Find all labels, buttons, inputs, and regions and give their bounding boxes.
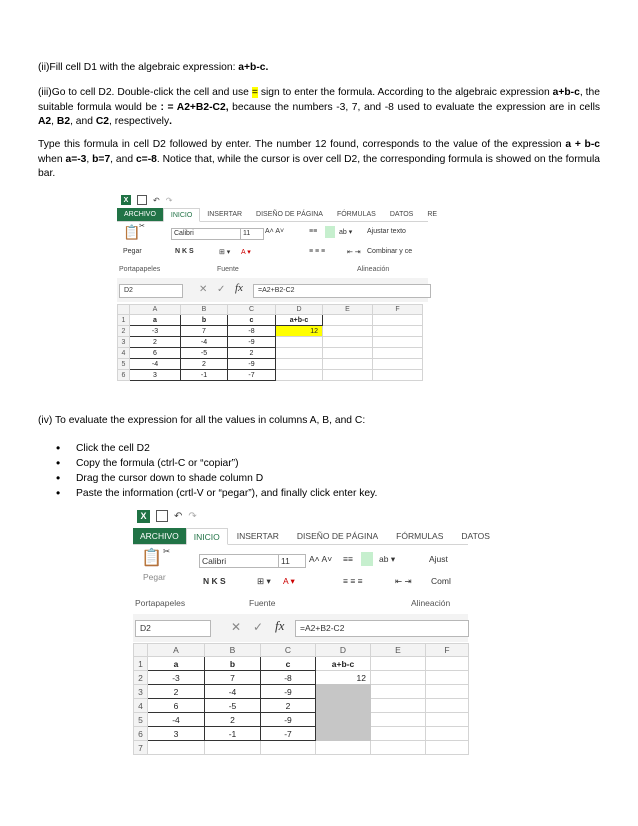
group-clipboard-label: Portapapeles xyxy=(135,598,186,608)
column-header[interactable]: F xyxy=(373,305,423,315)
text-run: , xyxy=(86,153,93,165)
bold-italic-underline-buttons[interactable]: N K S xyxy=(175,248,194,255)
cell[interactable] xyxy=(316,741,371,755)
cell[interactable]: 2 xyxy=(148,685,205,699)
group-font-label: Fuente xyxy=(217,266,239,273)
row-header[interactable]: 5 xyxy=(134,713,148,727)
excel-logo-icon: X xyxy=(121,195,131,205)
text-run: , respectively xyxy=(109,116,170,127)
bold-run: A2 xyxy=(38,116,52,127)
bold-run: . xyxy=(169,116,172,127)
table-row xyxy=(118,348,423,359)
column-header[interactable]: B xyxy=(205,644,261,657)
shaded-cell[interactable] xyxy=(316,713,371,727)
undo-icon[interactable]: ↶ xyxy=(174,510,183,522)
font-color-icon[interactable]: A ▾ xyxy=(241,249,251,256)
cell-d2-selected[interactable]: 12 xyxy=(276,326,323,337)
row-header[interactable]: 5 xyxy=(118,359,130,370)
cell[interactable]: -9 xyxy=(261,685,316,699)
align-middle-icon[interactable] xyxy=(361,552,373,566)
cell[interactable]: -3 xyxy=(148,671,205,685)
cell[interactable]: 6 xyxy=(148,699,205,713)
row-header[interactable]: 3 xyxy=(134,685,148,699)
cell[interactable] xyxy=(323,337,373,348)
cell[interactable] xyxy=(323,370,373,381)
cell[interactable]: 2 xyxy=(228,348,276,359)
row-header[interactable]: 6 xyxy=(118,370,130,381)
list-item: • Drag the cursor down to shade column D xyxy=(56,471,377,486)
spreadsheet-grid xyxy=(117,304,423,381)
highlighted-equal-sign: = xyxy=(251,87,258,98)
select-all-corner[interactable] xyxy=(134,644,148,657)
cell[interactable] xyxy=(426,727,469,741)
group-alignment-label: Alineación xyxy=(357,266,390,273)
row-header[interactable]: 4 xyxy=(118,348,130,359)
cell[interactable]: -4 xyxy=(205,685,261,699)
instructions-list xyxy=(56,441,377,501)
column-header[interactable]: B xyxy=(181,305,228,315)
borders-icon[interactable]: ⊞ ▾ xyxy=(257,576,271,586)
cell[interactable]: -9 xyxy=(228,359,276,370)
font-size-select[interactable]: 11 xyxy=(240,228,264,240)
step-ii-expression: a+b-c. xyxy=(238,62,269,73)
cell[interactable] xyxy=(276,337,323,348)
cell[interactable] xyxy=(426,713,469,727)
group-font-label: Fuente xyxy=(249,598,276,608)
table-row xyxy=(134,699,469,713)
paste-button[interactable]: Pegar xyxy=(143,572,166,582)
cell[interactable]: -5 xyxy=(205,699,261,713)
step-iv-paragraph: (iv) To evaluate the expression for all the values in columns A, B, and C: xyxy=(38,415,366,426)
row-header[interactable]: 2 xyxy=(134,671,148,685)
cell[interactable] xyxy=(373,326,423,337)
cell[interactable]: -4 xyxy=(130,359,181,370)
cell[interactable]: a+b-c xyxy=(276,315,323,326)
cell[interactable] xyxy=(371,727,426,741)
merge-button[interactable]: Coml xyxy=(431,576,451,586)
align-top-icon[interactable]: ≡≡ xyxy=(309,228,318,235)
redo-icon[interactable]: ↷ xyxy=(165,195,173,205)
tab-insertar[interactable]: INSERTAR xyxy=(207,211,243,218)
table-row xyxy=(118,315,423,326)
cell[interactable] xyxy=(276,370,323,381)
cell[interactable] xyxy=(426,741,469,755)
fx-icon[interactable]: fx xyxy=(275,618,285,633)
font-grow-icon[interactable]: A˄ A˅ xyxy=(265,228,285,235)
undo-icon[interactable]: ↶ xyxy=(153,195,160,205)
cell[interactable]: a+b-c xyxy=(316,657,371,671)
orientation-icon[interactable]: ab ▾ xyxy=(379,554,396,564)
row-header[interactable]: 2 xyxy=(118,326,130,337)
cell[interactable] xyxy=(323,326,373,337)
cut-icon[interactable]: ✂ xyxy=(139,223,145,230)
excel-screenshot-1 xyxy=(117,194,438,394)
bold-run: C2 xyxy=(95,116,110,127)
cell[interactable] xyxy=(371,713,426,727)
shaded-cell[interactable] xyxy=(316,727,371,741)
cell[interactable] xyxy=(426,657,469,671)
cell[interactable] xyxy=(373,337,423,348)
ribbon xyxy=(117,222,428,276)
cell[interactable]: b xyxy=(181,315,228,326)
indent-icon[interactable]: ⇤ ⇥ xyxy=(395,576,412,586)
cell[interactable]: a xyxy=(148,657,205,671)
tab-archivo[interactable]: ARCHIVO xyxy=(117,208,163,221)
paste-icon[interactable]: 📋 xyxy=(141,548,163,567)
list-item: • Click the cell D2 xyxy=(56,441,377,456)
row-header[interactable]: 6 xyxy=(134,727,148,741)
ribbon-tabs xyxy=(133,528,490,545)
align-left-center-right-icon[interactable]: ≡ ≡ ≡ xyxy=(309,248,326,255)
font-name-select[interactable]: Calibri xyxy=(171,228,241,240)
formula-input[interactable]: =A2+B2-C2 xyxy=(253,284,431,298)
row-header[interactable]: 7 xyxy=(134,741,148,755)
wrap-text-button[interactable]: Ajustar texto xyxy=(367,228,406,235)
cell-d2-selected[interactable]: 12 xyxy=(316,671,371,685)
shaded-cell[interactable] xyxy=(316,685,371,699)
cell[interactable]: -1 xyxy=(205,727,261,741)
text-run: . Notice that, while the cursor is over cell D2, the corresponding formula is showed on the formula bar. xyxy=(38,153,600,179)
row-header[interactable]: 1 xyxy=(134,657,148,671)
column-header[interactable]: A xyxy=(130,305,181,315)
group-alignment-label: Alineación xyxy=(411,598,451,608)
tab-datos[interactable]: DATOS xyxy=(389,211,414,218)
confirm-check-icon[interactable]: ✓ xyxy=(217,284,226,295)
cell[interactable] xyxy=(276,348,323,359)
cell[interactable]: 7 xyxy=(181,326,228,337)
text-run: , and xyxy=(110,153,136,165)
cancel-cross-icon[interactable]: ✕ xyxy=(199,284,208,295)
cell[interactable]: -7 xyxy=(228,370,276,381)
tab-formulas[interactable]: FÓRMULAS xyxy=(396,531,444,541)
cancel-cross-icon[interactable]: ✕ xyxy=(231,620,242,634)
redo-icon[interactable]: ↷ xyxy=(188,510,197,522)
column-header-row xyxy=(134,644,469,657)
table-row xyxy=(118,337,423,348)
table-row xyxy=(134,671,469,685)
cell[interactable]: -7 xyxy=(261,727,316,741)
step-iii-paragraph xyxy=(38,86,600,130)
bold-run: b=7 xyxy=(92,153,111,165)
paste-icon[interactable]: 📋 xyxy=(123,224,141,240)
column-header[interactable]: D xyxy=(276,305,323,315)
spreadsheet-grid xyxy=(133,643,469,755)
cell[interactable]: -4 xyxy=(148,713,205,727)
column-header[interactable]: D xyxy=(316,644,371,657)
column-header[interactable]: A xyxy=(148,644,205,657)
list-item: • Paste the information (crtl-V or “pegar”), and finally click enter key. xyxy=(56,486,377,501)
bold-run: : = A2+B2-C2, xyxy=(160,101,229,113)
bold-run: B2 xyxy=(56,116,71,127)
cell[interactable] xyxy=(371,657,426,671)
text-run: Type this formula in cell D2 followed by enter. The number 12 found, corresponds to the value of the expression xyxy=(38,139,566,150)
cell[interactable] xyxy=(148,741,205,755)
cell[interactable] xyxy=(371,685,426,699)
name-box[interactable]: D2 xyxy=(135,620,211,637)
text-run: , and xyxy=(70,116,96,127)
tab-inicio[interactable]: INICIO xyxy=(163,208,200,222)
list-item: • Copy the formula (ctrl-C or “copiar”) xyxy=(56,456,377,471)
select-all-corner[interactable] xyxy=(118,305,130,315)
text-run: when xyxy=(38,153,66,165)
cut-icon[interactable]: ✂ xyxy=(163,546,171,556)
tab-revisar[interactable]: RE xyxy=(427,211,438,218)
cell[interactable]: 3 xyxy=(130,370,181,381)
quick-access-toolbar xyxy=(133,508,472,524)
column-header-row xyxy=(118,305,423,315)
quick-access-toolbar xyxy=(117,194,432,206)
cell[interactable]: -9 xyxy=(228,337,276,348)
tab-diseno-pagina[interactable]: DISEÑO DE PÁGINA xyxy=(256,211,323,218)
cell[interactable] xyxy=(373,359,423,370)
cell[interactable] xyxy=(373,348,423,359)
cell[interactable] xyxy=(323,348,373,359)
column-header[interactable]: C xyxy=(261,644,316,657)
text-run: , the suitable formula would be xyxy=(38,87,600,113)
tab-diseno-pagina[interactable]: DISEÑO DE PÁGINA xyxy=(296,531,379,541)
cell[interactable]: 2 xyxy=(181,359,228,370)
font-color-icon[interactable]: A ▾ xyxy=(283,576,295,586)
ribbon xyxy=(133,546,468,612)
cell[interactable]: c xyxy=(261,657,316,671)
table-row xyxy=(134,657,469,671)
table-row xyxy=(118,326,423,337)
table-row xyxy=(118,359,423,370)
cell[interactable] xyxy=(426,699,469,713)
group-clipboard-label: Portapapeles xyxy=(119,266,161,273)
orientation-icon[interactable]: ab ▾ xyxy=(339,229,353,236)
merge-button[interactable]: Combinar y ce xyxy=(367,248,413,255)
cell[interactable] xyxy=(371,699,426,713)
borders-icon[interactable]: ⊞ ▾ xyxy=(219,249,231,256)
column-header[interactable]: E xyxy=(323,305,373,315)
text-run: because the numbers -3, 7, and -8 used to evaluate the expression are in cells xyxy=(228,101,601,113)
font-size-select[interactable]: 11 xyxy=(278,554,306,568)
save-icon[interactable] xyxy=(156,510,168,522)
row-header[interactable]: 1 xyxy=(118,315,130,326)
cell[interactable]: -1 xyxy=(181,370,228,381)
paste-button[interactable]: Pegar xyxy=(123,248,142,255)
cell[interactable]: 7 xyxy=(205,671,261,685)
formula-explanation-paragraph xyxy=(38,138,600,182)
tab-datos[interactable]: DATOS xyxy=(461,531,490,541)
confirm-check-icon[interactable]: ✓ xyxy=(253,620,264,634)
font-grow-icon[interactable]: A˄ A˅ xyxy=(309,554,333,564)
text-run: , xyxy=(51,116,57,127)
tab-formulas[interactable]: FÓRMULAS xyxy=(336,211,376,218)
table-row xyxy=(134,685,469,699)
cell[interactable] xyxy=(276,359,323,370)
step-ii-text: (ii)Fill cell D1 with the algebraic expression: xyxy=(38,62,239,73)
bold-italic-underline-buttons[interactable]: N K S xyxy=(203,576,226,586)
cell[interactable]: a xyxy=(130,315,181,326)
cell[interactable]: -9 xyxy=(261,713,316,727)
column-header[interactable]: F xyxy=(426,644,469,657)
fx-icon[interactable]: fx xyxy=(235,282,243,294)
cell[interactable]: 2 xyxy=(261,699,316,713)
cell[interactable]: 6 xyxy=(130,348,181,359)
cell[interactable]: c xyxy=(228,315,276,326)
cell[interactable]: 2 xyxy=(130,337,181,348)
cell[interactable]: b xyxy=(205,657,261,671)
bold-run: c=-8 xyxy=(135,153,157,165)
cell[interactable] xyxy=(323,315,373,326)
cell[interactable]: 2 xyxy=(205,713,261,727)
table-row xyxy=(134,741,469,755)
bold-run: a+b-c xyxy=(552,87,580,98)
column-header[interactable]: C xyxy=(228,305,276,315)
ribbon-tabs xyxy=(117,208,438,222)
cell[interactable]: -8 xyxy=(228,326,276,337)
bold-run: a + b-c xyxy=(565,139,600,150)
indent-icon[interactable]: ⇤ ⇥ xyxy=(347,249,361,256)
align-top-icon[interactable]: ≡≡ xyxy=(343,554,353,564)
cell[interactable] xyxy=(373,315,423,326)
formula-bar-area xyxy=(133,614,468,642)
tab-archivo[interactable]: ARCHIVO xyxy=(133,528,186,544)
table-row xyxy=(118,370,423,381)
cell[interactable]: -3 xyxy=(130,326,181,337)
table-row xyxy=(134,713,469,727)
font-name-select[interactable]: Calibri xyxy=(199,554,279,568)
excel-logo-icon: X xyxy=(137,510,150,523)
cell[interactable]: 3 xyxy=(148,727,205,741)
bold-run: a=-3 xyxy=(65,153,87,165)
tab-insertar[interactable]: INSERTAR xyxy=(236,531,279,541)
cell[interactable]: -4 xyxy=(181,337,228,348)
align-middle-icon[interactable] xyxy=(325,226,335,238)
cell[interactable]: -5 xyxy=(181,348,228,359)
column-header[interactable]: E xyxy=(371,644,426,657)
table-row xyxy=(134,727,469,741)
name-box[interactable]: D2 xyxy=(119,284,183,298)
cell[interactable] xyxy=(371,741,426,755)
cell[interactable] xyxy=(261,741,316,755)
cell[interactable] xyxy=(373,370,423,381)
shaded-cell[interactable] xyxy=(316,699,371,713)
save-icon[interactable] xyxy=(137,195,147,205)
align-left-center-right-icon[interactable]: ≡ ≡ ≡ xyxy=(343,576,363,586)
cell[interactable] xyxy=(371,671,426,685)
text-run: (iii)Go to cell D2. Double-click the cell and use xyxy=(38,87,252,98)
row-header[interactable]: 3 xyxy=(118,337,130,348)
row-header[interactable]: 4 xyxy=(134,699,148,713)
formula-bar-area xyxy=(117,278,428,302)
wrap-text-button[interactable]: Ajust xyxy=(429,554,448,564)
cell[interactable]: -8 xyxy=(261,671,316,685)
cell[interactable] xyxy=(426,671,469,685)
step-ii-paragraph xyxy=(38,61,600,76)
cell[interactable] xyxy=(205,741,261,755)
excel-screenshot-2 xyxy=(133,508,490,762)
cell[interactable] xyxy=(323,359,373,370)
formula-input[interactable]: =A2+B2-C2 xyxy=(295,620,469,637)
tab-inicio[interactable]: INICIO xyxy=(186,528,228,545)
cell[interactable] xyxy=(426,685,469,699)
text-run: sign to enter the formula. According to the algebraic expression xyxy=(257,87,553,98)
